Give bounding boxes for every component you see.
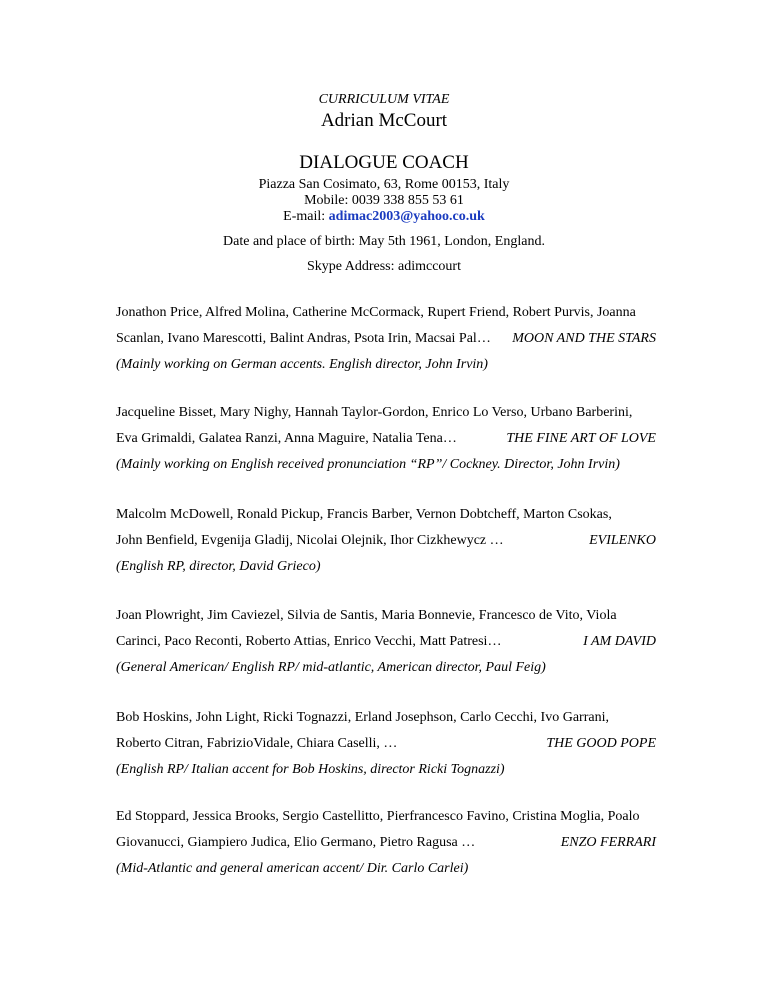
credit-entry — [116, 502, 656, 580]
coaching-note: (English RP/ Italian accent for Bob Hoskins, director Ricki Tognazzi) — [116, 762, 505, 777]
credit-entry — [116, 804, 656, 882]
credit-entry — [116, 300, 656, 378]
email-line — [0, 209, 768, 225]
cast-line: Scanlan, Ivano Marescotti, Balint Andras, Psota Irin, Macsai Pal… — [116, 331, 491, 346]
mobile-number: Mobile: 0039 338 855 53 61 — [304, 193, 464, 208]
cast-line: Ed Stoppard, Jessica Brooks, Sergio Castellitto, Pierfrancesco Favino, Cristina Moglia, Poalo — [116, 809, 640, 824]
address: Piazza San Cosimato, 63, Rome 00153, Italy — [258, 177, 510, 192]
coaching-note: (English RP, director, David Grieco) — [116, 559, 321, 574]
cast-line-with-title — [116, 326, 656, 352]
birth-info: Date and place of birth: May 5th 1961, London, England. — [223, 234, 545, 249]
cast-line: John Benfield, Evgenija Gladij, Nicolai Olejnik, Ihor Cizkhewycz … — [116, 533, 504, 548]
coaching-note: (Mid-Atlantic and general american accent/ Dir. Carlo Carlei) — [116, 861, 469, 876]
cast-line: Bob Hoskins, John Light, Ricki Tognazzi, Erland Josephson, Carlo Cecchi, Ivo Garrani, — [116, 710, 609, 725]
cast-line: Carinci, Paco Reconti, Roberto Attias, Enrico Vecchi, Matt Patresi… — [116, 634, 502, 649]
cast-line-with-title — [116, 830, 656, 856]
credit-entry — [116, 705, 656, 783]
coaching-note: (General American/ English RP/ mid-atlantic, American director, Paul Feig) — [116, 660, 546, 675]
cast-line: Eva Grimaldi, Galatea Ranzi, Anna Maguire, Natalia Tena… — [116, 431, 457, 446]
cast-line: Jacqueline Bisset, Mary Nighy, Hannah Taylor-Gordon, Enrico Lo Verso, Urbano Barberini, — [116, 405, 633, 420]
film-title: I AM DAVID — [583, 634, 656, 649]
coaching-note: (Mainly working on German accents. English director, John Irvin) — [116, 357, 488, 372]
cast-line: Jonathon Price, Alfred Molina, Catherine McCormack, Rupert Friend, Robert Purvis, Joanna — [116, 305, 636, 320]
coaching-note: (Mainly working on English received pronunciation “RP”/ Cockney. Director, John Irvin) — [116, 457, 620, 472]
film-title: EVILENKO — [589, 533, 656, 548]
credit-entry — [116, 603, 656, 681]
cast-line-with-title — [116, 731, 656, 757]
film-title: ENZO FERRARI — [560, 835, 656, 850]
email-label: E-mail: — [283, 209, 329, 224]
person-name: Adrian McCourt — [320, 110, 448, 131]
document-label: CURRICULUM VITAE — [318, 92, 450, 107]
cast-line: Malcolm McDowell, Ronald Pickup, Francis Barber, Vernon Dobtcheff, Marton Csokas, — [116, 507, 612, 522]
credit-entry — [116, 400, 656, 478]
film-title: MOON AND THE STARS — [512, 331, 656, 346]
cast-line-with-title — [116, 426, 656, 452]
cast-line: Roberto Citran, FabrizioVidale, Chiara Caselli, … — [116, 736, 398, 751]
cast-line: Joan Plowright, Jim Caviezel, Silvia de Santis, Maria Bonnevie, Francesco de Vito, Viola — [116, 608, 617, 623]
film-title: THE FINE ART OF LOVE — [506, 431, 656, 446]
cast-line-with-title — [116, 528, 656, 554]
skype-address: Skype Address: adimccourt — [307, 259, 461, 274]
email-link[interactable]: adimac2003@yahoo.co.uk — [328, 209, 485, 224]
cast-line: Giovanucci, Giampiero Judica, Elio Germano, Pietro Ragusa … — [116, 835, 476, 850]
job-title: DIALOGUE COACH — [299, 152, 469, 173]
cast-line-with-title — [116, 629, 656, 655]
film-title: THE GOOD POPE — [546, 736, 656, 751]
